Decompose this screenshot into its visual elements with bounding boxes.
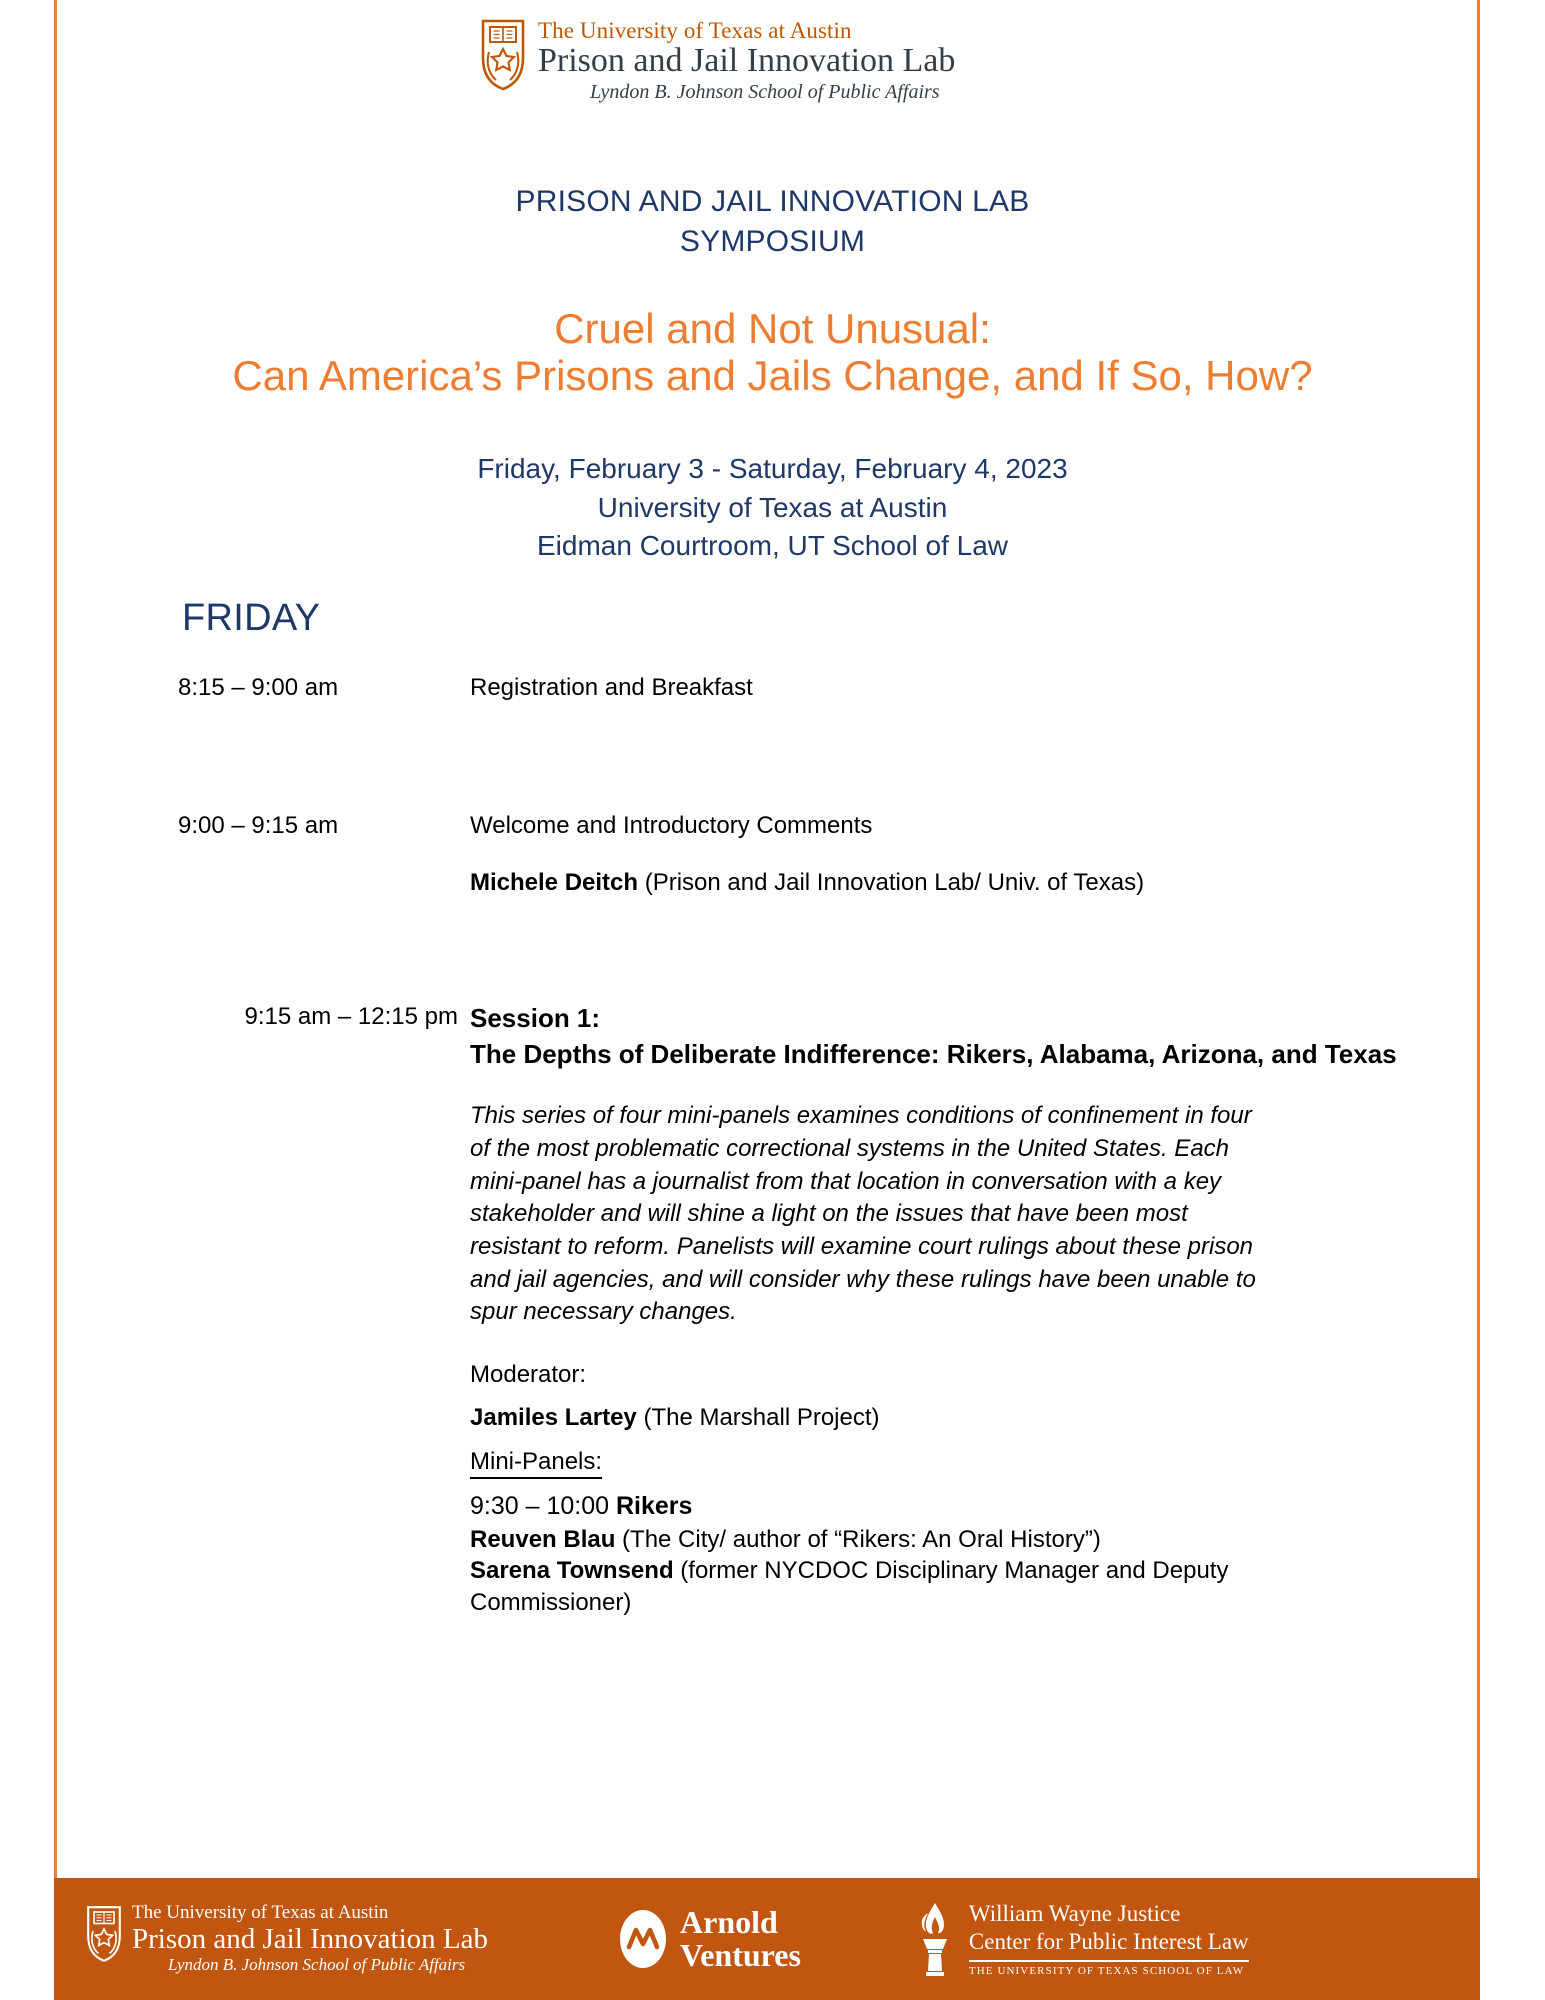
logo-lab-line: Prison and Jail Innovation Lab	[538, 41, 956, 79]
panelist-affiliation: (former NYCDOC Disciplinary Manager and Deputy Commissioner)	[470, 1557, 1229, 1617]
agenda-body	[470, 810, 1448, 899]
justice-center-line3: THE UNIVERSITY OF TEXAS SCHOOL OF LAW	[968, 1964, 1245, 1977]
agenda-item-registration	[178, 672, 1448, 704]
page-title-line2: Can America’s Prisons and Jails Change, and If So, How?	[232, 352, 1313, 400]
minipanel-name: Rikers	[615, 1491, 693, 1520]
justice-center-line2: Center for Public Interest Law	[968, 1928, 1249, 1954]
header-logo	[480, 18, 955, 104]
justice-center-line1: William Wayne Justice	[968, 1901, 1181, 1927]
moderator-affiliation: (The Marshall Project)	[636, 1404, 880, 1432]
spacer	[178, 899, 1448, 1001]
moderator	[470, 1402, 1448, 1434]
footer-ut-logo	[86, 1903, 488, 1975]
agenda-time: 9:15 am – 12:15 pm	[244, 1003, 458, 1031]
logo-school-line: Lyndon B. Johnson School of Public Affairs	[590, 81, 940, 104]
arnold-ventures-line2: Ventures	[680, 1937, 801, 1973]
minipanels-label-text: Mini-Panels:	[470, 1448, 602, 1479]
event-institution: University of Texas at Austin	[597, 491, 948, 523]
symposium-heading-line1: PRISON AND JAIL INNOVATION LAB	[515, 185, 1030, 218]
minipanel-heading-rikers	[470, 1490, 1448, 1524]
event-venue: Eidman Courtroom, UT School of Law	[536, 530, 1009, 562]
session-body	[470, 1001, 1448, 1619]
minipanels-label	[470, 1446, 1448, 1478]
arnold-ventures-icon	[618, 1908, 668, 1970]
footer-ut-line2: Prison and Jail Innovation Lab	[132, 1923, 489, 1956]
page-border-right	[1477, 0, 1480, 1878]
agenda-title: Welcome and Introductory Comments	[470, 812, 873, 840]
panelist-name: Sarena Townsend	[470, 1557, 674, 1585]
footer-sponsor-bar	[54, 1878, 1480, 2000]
session-description: This series of four mini-panels examines conditions of confinement in four of the most problematic correctional systems in the United States. Each mini-panel has a journalist from that location in conversation with a key stakeholder and will shine a light on the issues that have been most resistant to reform. Panelists will examine court rulings about these prison and jail agencies, and will consider why these rulings have been unable to spur necessary changes.	[470, 1102, 1256, 1326]
session-title: The Depths of Deliberate Indifference: Rikers, Alabama, Arizona, and Texas	[470, 1038, 1397, 1069]
spacer	[470, 843, 1448, 867]
ut-shield-icon	[86, 1905, 122, 1963]
arnold-ventures-line1: Arnold	[680, 1903, 778, 1940]
moderator-label: Moderator:	[470, 1360, 587, 1388]
event-info	[0, 450, 1545, 566]
event-dates: Friday, February 3 - Saturday, February 4, 2023	[477, 453, 1068, 484]
page-title-line1: Cruel and Not Unusual:	[554, 305, 991, 352]
ut-shield-icon	[480, 18, 526, 92]
symposium-heading-line2: SYMPOSIUM	[679, 224, 866, 258]
footer-justice-center-logo	[913, 1900, 1249, 1977]
agenda-item-session-1	[178, 1001, 1448, 1619]
panelist-1	[470, 1524, 1290, 1556]
minipanel-time: 9:30 – 10:00	[470, 1491, 616, 1520]
footer-ut-line1: The University of Texas at Austin	[132, 1902, 389, 1924]
moderator-name: Jamiles Lartey	[470, 1404, 637, 1432]
agenda-speaker	[470, 867, 1448, 899]
spacer	[178, 704, 1448, 810]
session-label: Session 1:	[470, 1003, 601, 1034]
agenda-time: 8:15 – 9:00 am	[178, 674, 339, 701]
divider	[969, 1960, 1249, 1962]
page-border-left	[54, 0, 57, 1878]
speaker-affiliation: (Prison and Jail Innovation Lab/ Univ. of Texas)	[638, 868, 1145, 896]
panelist-name: Reuven Blau	[470, 1525, 616, 1553]
footer-arnold-ventures-logo	[618, 1903, 801, 1973]
footer-ut-line3: Lyndon B. Johnson School of Public Affairs	[168, 1955, 466, 1975]
agenda-item-welcome	[178, 810, 1448, 899]
page-title	[0, 305, 1545, 400]
symposium-heading	[0, 182, 1545, 262]
day-heading: FRIDAY	[182, 597, 321, 639]
speaker-name: Michele Deitch	[470, 868, 639, 896]
agenda-title: Registration and Breakfast	[470, 674, 753, 701]
panelist-affiliation: (The City/ author of “Rikers: An Oral History”)	[615, 1525, 1101, 1553]
panelist-2	[470, 1555, 1290, 1618]
logo-university-line: The University of Texas at Austin	[538, 18, 852, 43]
agenda-time: 9:00 – 9:15 am	[178, 812, 339, 840]
agenda-list	[178, 672, 1448, 1619]
torch-icon	[913, 1901, 957, 1977]
